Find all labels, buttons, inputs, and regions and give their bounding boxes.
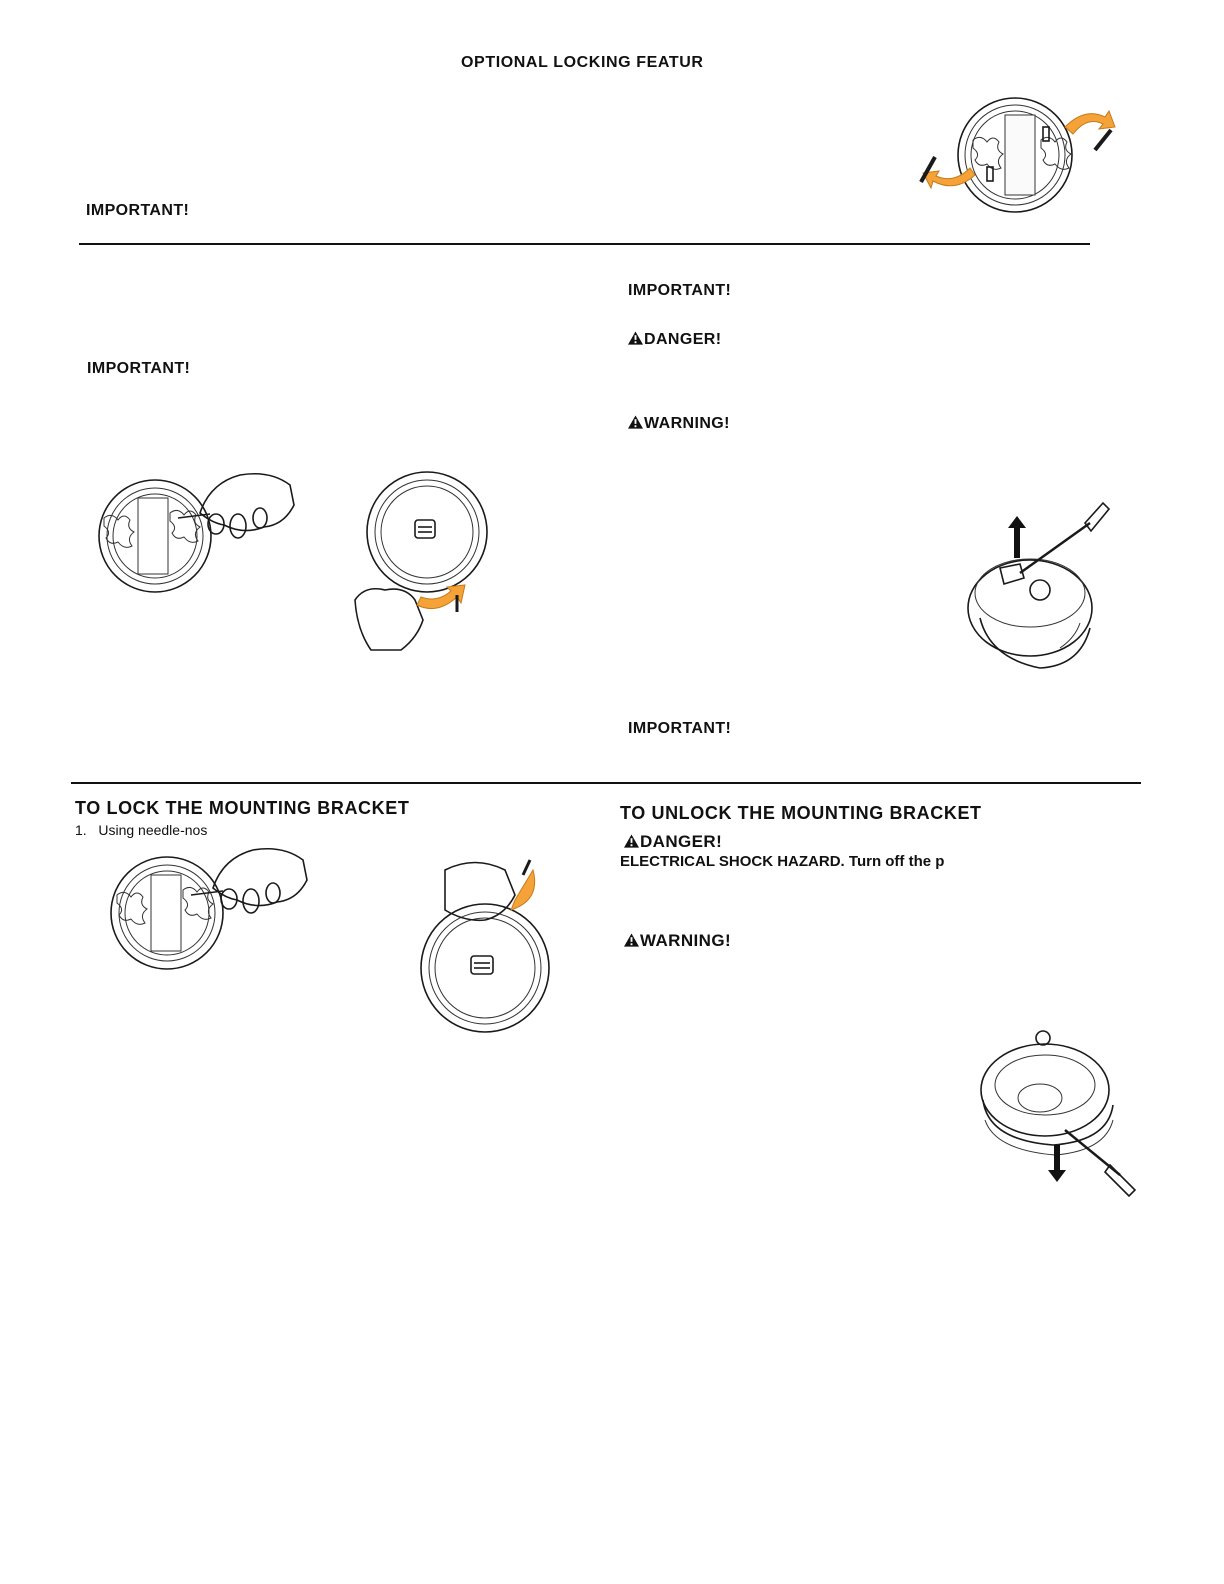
warning-triangle-icon bbox=[628, 415, 643, 429]
lock-step-1 bbox=[75, 822, 207, 838]
lock-bracket-hand-illustration bbox=[105, 843, 315, 968]
lock-heading: TO LOCK THE MOUNTING BRACKET bbox=[75, 798, 410, 818]
orange-arrow-icon bbox=[1065, 111, 1115, 134]
bracket-pins-illustration bbox=[915, 95, 1120, 215]
warning-label: WARNING! bbox=[628, 415, 730, 433]
detector-screwdriver-down-illustration bbox=[975, 1030, 1140, 1195]
divider bbox=[71, 782, 1141, 784]
important-label: IMPORTANT! bbox=[86, 202, 190, 219]
arrow-up-icon bbox=[1008, 516, 1026, 558]
unlock-heading: TO UNLOCK THE MOUNTING BRACKET bbox=[620, 803, 982, 823]
step-number: 1. bbox=[75, 822, 87, 838]
important-label: IMPORTANT! bbox=[628, 720, 732, 737]
detector-screwdriver-up-illustration bbox=[960, 498, 1115, 673]
page-title: OPTIONAL LOCKING FEATUR bbox=[461, 54, 704, 71]
danger-label: DANGER! bbox=[624, 832, 722, 852]
divider bbox=[79, 243, 1090, 245]
warning-triangle-icon bbox=[624, 834, 639, 848]
step-text: Using needle-nos bbox=[98, 822, 208, 838]
warning-label: WARNING! bbox=[624, 931, 731, 951]
important-label: IMPORTANT! bbox=[628, 282, 732, 299]
lock-bracket-back-illustration bbox=[415, 860, 560, 1045]
danger-text: ELECTRICAL SHOCK HAZARD. Turn off the p bbox=[620, 853, 945, 870]
arrow-down-icon bbox=[1048, 1145, 1066, 1182]
warning-triangle-icon bbox=[628, 331, 643, 345]
important-label: IMPORTANT! bbox=[87, 360, 191, 377]
bracket-hand-illustration bbox=[90, 468, 300, 593]
bracket-back-illustration bbox=[345, 470, 495, 652]
warning-triangle-icon bbox=[624, 933, 639, 947]
danger-label: DANGER! bbox=[628, 331, 721, 349]
